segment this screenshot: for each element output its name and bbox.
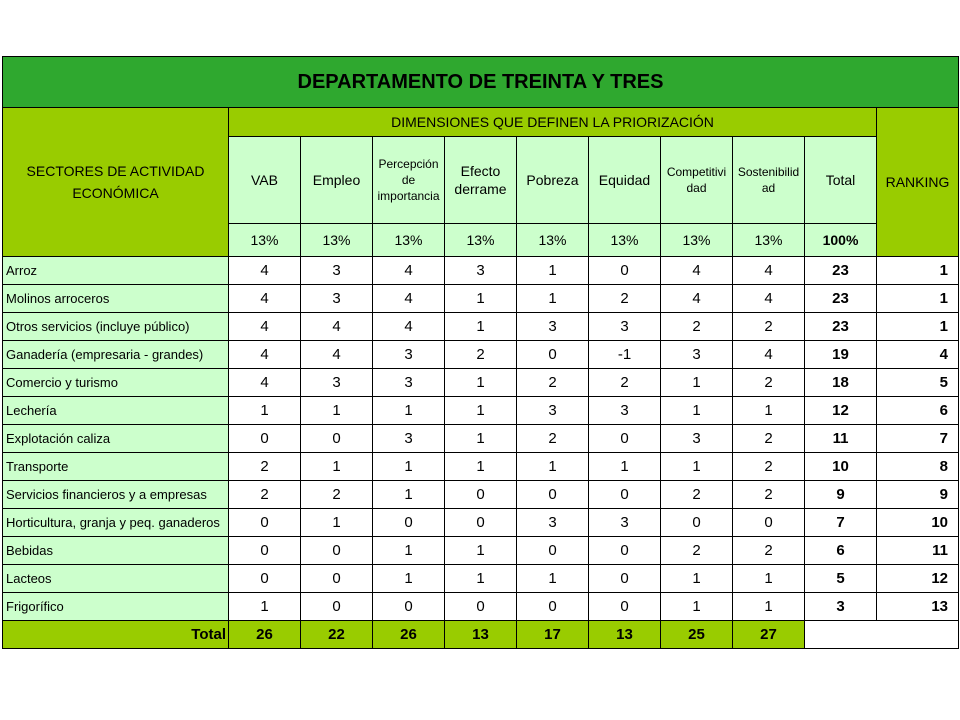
score-cell: 1 — [373, 481, 445, 509]
row-rank: 10 — [877, 509, 959, 537]
score-cell: 1 — [445, 425, 517, 453]
table-row — [3, 369, 959, 397]
score-cell: 1 — [733, 565, 805, 593]
score-cell: 3 — [301, 257, 373, 285]
row-total: 19 — [805, 341, 877, 369]
score-cell: 1 — [445, 453, 517, 481]
sector-name: Otros servicios (incluye público) — [3, 313, 229, 341]
score-cell: 2 — [733, 313, 805, 341]
score-cell: 0 — [445, 481, 517, 509]
score-cell: 0 — [589, 537, 661, 565]
score-cell: 1 — [373, 453, 445, 481]
sector-name: Lechería — [3, 397, 229, 425]
table-row — [3, 593, 959, 621]
row-rank: 9 — [877, 481, 959, 509]
column-total: 22 — [301, 621, 373, 649]
score-cell: 4 — [733, 285, 805, 313]
totals-blank — [805, 621, 959, 649]
score-cell: 0 — [229, 425, 301, 453]
score-cell: 1 — [517, 565, 589, 593]
score-cell: 4 — [373, 313, 445, 341]
score-cell: 0 — [373, 509, 445, 537]
score-cell: 2 — [589, 369, 661, 397]
totals-row — [3, 621, 959, 649]
score-cell: 0 — [445, 593, 517, 621]
score-cell: 1 — [445, 369, 517, 397]
row-rank: 6 — [877, 397, 959, 425]
score-cell: 1 — [229, 397, 301, 425]
score-cell: -1 — [589, 341, 661, 369]
row-total: 18 — [805, 369, 877, 397]
score-cell: 4 — [661, 285, 733, 313]
score-cell: 3 — [445, 257, 517, 285]
column-header: Sostenibilid ad — [733, 137, 805, 224]
score-cell: 1 — [661, 593, 733, 621]
table-title: DEPARTAMENTO DE TREINTA Y TRES — [3, 57, 959, 108]
ranking-header: RANKING — [877, 108, 959, 257]
score-cell: 2 — [733, 425, 805, 453]
score-cell: 2 — [661, 313, 733, 341]
column-header: Equidad — [589, 137, 661, 224]
score-cell: 0 — [229, 537, 301, 565]
score-cell: 2 — [733, 453, 805, 481]
table-row — [3, 313, 959, 341]
score-cell: 1 — [661, 453, 733, 481]
score-cell: 0 — [589, 565, 661, 593]
score-cell: 4 — [373, 257, 445, 285]
score-cell: 0 — [301, 593, 373, 621]
score-cell: 1 — [373, 397, 445, 425]
row-rank: 1 — [877, 257, 959, 285]
sector-name: Transporte — [3, 453, 229, 481]
column-total: 13 — [589, 621, 661, 649]
row-rank: 1 — [877, 285, 959, 313]
score-cell: 0 — [589, 425, 661, 453]
score-cell: 4 — [733, 341, 805, 369]
column-header: Competitivi dad — [661, 137, 733, 224]
score-cell: 1 — [661, 565, 733, 593]
score-cell: 1 — [517, 453, 589, 481]
sector-name: Comercio y turismo — [3, 369, 229, 397]
score-cell: 0 — [373, 593, 445, 621]
sector-name: Molinos arroceros — [3, 285, 229, 313]
row-total: 7 — [805, 509, 877, 537]
score-cell: 4 — [661, 257, 733, 285]
row-rank: 1 — [877, 313, 959, 341]
score-cell: 3 — [661, 425, 733, 453]
score-cell: 1 — [589, 453, 661, 481]
score-cell: 1 — [373, 565, 445, 593]
column-header: Pobreza — [517, 137, 589, 224]
score-cell: 2 — [517, 425, 589, 453]
score-cell: 0 — [301, 537, 373, 565]
score-cell: 0 — [229, 565, 301, 593]
priority-table — [2, 56, 959, 649]
score-cell: 3 — [373, 369, 445, 397]
table-row — [3, 425, 959, 453]
score-cell: 2 — [733, 481, 805, 509]
sector-name: Explotación caliza — [3, 425, 229, 453]
score-cell: 1 — [301, 397, 373, 425]
column-total: 27 — [733, 621, 805, 649]
score-cell: 1 — [661, 369, 733, 397]
row-rank: 11 — [877, 537, 959, 565]
table-row — [3, 537, 959, 565]
score-cell: 0 — [661, 509, 733, 537]
column-weight: 100% — [805, 224, 877, 257]
score-cell: 0 — [517, 341, 589, 369]
row-total: 11 — [805, 425, 877, 453]
sector-header: SECTORES DE ACTIVIDAD ECONÓMICA — [3, 108, 229, 257]
column-weight: 13% — [373, 224, 445, 257]
score-cell: 0 — [517, 537, 589, 565]
score-cell: 1 — [445, 285, 517, 313]
score-cell: 2 — [733, 369, 805, 397]
score-cell: 4 — [229, 257, 301, 285]
table-row — [3, 481, 959, 509]
column-weight: 13% — [733, 224, 805, 257]
totals-label: Total — [3, 621, 229, 649]
column-weight: 13% — [517, 224, 589, 257]
score-cell: 4 — [301, 313, 373, 341]
row-rank: 5 — [877, 369, 959, 397]
score-cell: 4 — [373, 285, 445, 313]
score-cell: 0 — [229, 509, 301, 537]
table-row — [3, 453, 959, 481]
score-cell: 0 — [301, 565, 373, 593]
score-cell: 1 — [229, 593, 301, 621]
row-total: 5 — [805, 565, 877, 593]
row-rank: 4 — [877, 341, 959, 369]
column-weight: 13% — [661, 224, 733, 257]
sector-name: Lacteos — [3, 565, 229, 593]
row-total: 12 — [805, 397, 877, 425]
score-cell: 3 — [517, 313, 589, 341]
score-cell: 0 — [517, 481, 589, 509]
column-total: 17 — [517, 621, 589, 649]
table-row — [3, 565, 959, 593]
score-cell: 3 — [301, 369, 373, 397]
column-total: 25 — [661, 621, 733, 649]
score-cell: 4 — [229, 341, 301, 369]
score-cell: 2 — [445, 341, 517, 369]
score-cell: 0 — [589, 481, 661, 509]
score-cell: 2 — [517, 369, 589, 397]
sector-name: Servicios financieros y a empresas — [3, 481, 229, 509]
score-cell: 3 — [661, 341, 733, 369]
score-cell: 3 — [589, 313, 661, 341]
dimensions-header: DIMENSIONES QUE DEFINEN LA PRIORIZACIÓN — [229, 108, 877, 137]
score-cell: 4 — [301, 341, 373, 369]
score-cell: 3 — [589, 509, 661, 537]
sector-name: Frigorífico — [3, 593, 229, 621]
score-cell: 4 — [733, 257, 805, 285]
column-total: 26 — [373, 621, 445, 649]
row-total: 23 — [805, 257, 877, 285]
score-cell: 1 — [301, 453, 373, 481]
score-cell: 1 — [445, 397, 517, 425]
column-total: 26 — [229, 621, 301, 649]
table-row — [3, 509, 959, 537]
row-rank: 7 — [877, 425, 959, 453]
score-cell: 3 — [373, 425, 445, 453]
score-cell: 0 — [589, 593, 661, 621]
score-cell: 4 — [229, 369, 301, 397]
score-cell: 1 — [661, 397, 733, 425]
score-cell: 1 — [301, 509, 373, 537]
row-total: 3 — [805, 593, 877, 621]
score-cell: 4 — [229, 285, 301, 313]
column-header: Efecto derrame — [445, 137, 517, 224]
score-cell: 3 — [301, 285, 373, 313]
score-cell: 0 — [517, 593, 589, 621]
score-cell: 1 — [733, 397, 805, 425]
score-cell: 2 — [661, 537, 733, 565]
score-cell: 3 — [517, 397, 589, 425]
row-total: 23 — [805, 313, 877, 341]
column-weight: 13% — [589, 224, 661, 257]
score-cell: 1 — [445, 313, 517, 341]
score-cell: 4 — [229, 313, 301, 341]
sector-name: Bebidas — [3, 537, 229, 565]
column-weight: 13% — [445, 224, 517, 257]
table-row — [3, 285, 959, 313]
row-rank: 13 — [877, 593, 959, 621]
column-header: Empleo — [301, 137, 373, 224]
sector-name: Ganadería (empresaria - grandes) — [3, 341, 229, 369]
table-row — [3, 341, 959, 369]
score-cell: 2 — [733, 537, 805, 565]
score-cell: 0 — [445, 509, 517, 537]
score-cell: 3 — [373, 341, 445, 369]
column-header: VAB — [229, 137, 301, 224]
column-weight: 13% — [229, 224, 301, 257]
column-weight: 13% — [301, 224, 373, 257]
score-cell: 3 — [589, 397, 661, 425]
row-rank: 8 — [877, 453, 959, 481]
row-total: 9 — [805, 481, 877, 509]
score-cell: 1 — [373, 537, 445, 565]
score-cell: 1 — [445, 537, 517, 565]
score-cell: 2 — [661, 481, 733, 509]
score-cell: 1 — [445, 565, 517, 593]
sector-name: Horticultura, granja y peq. ganaderos — [3, 509, 229, 537]
row-total: 23 — [805, 285, 877, 313]
sector-name: Arroz — [3, 257, 229, 285]
table-row — [3, 397, 959, 425]
score-cell: 3 — [517, 509, 589, 537]
score-cell: 1 — [733, 593, 805, 621]
score-cell: 1 — [517, 257, 589, 285]
score-cell: 2 — [301, 481, 373, 509]
score-cell: 2 — [589, 285, 661, 313]
score-cell: 2 — [229, 481, 301, 509]
score-cell: 2 — [229, 453, 301, 481]
column-header: Percepción de importancia — [373, 137, 445, 224]
score-cell: 0 — [301, 425, 373, 453]
row-rank: 12 — [877, 565, 959, 593]
column-header: Total — [805, 137, 877, 224]
score-cell: 0 — [589, 257, 661, 285]
row-total: 10 — [805, 453, 877, 481]
score-cell: 1 — [517, 285, 589, 313]
table-row — [3, 257, 959, 285]
column-total: 13 — [445, 621, 517, 649]
row-total: 6 — [805, 537, 877, 565]
score-cell: 0 — [733, 509, 805, 537]
